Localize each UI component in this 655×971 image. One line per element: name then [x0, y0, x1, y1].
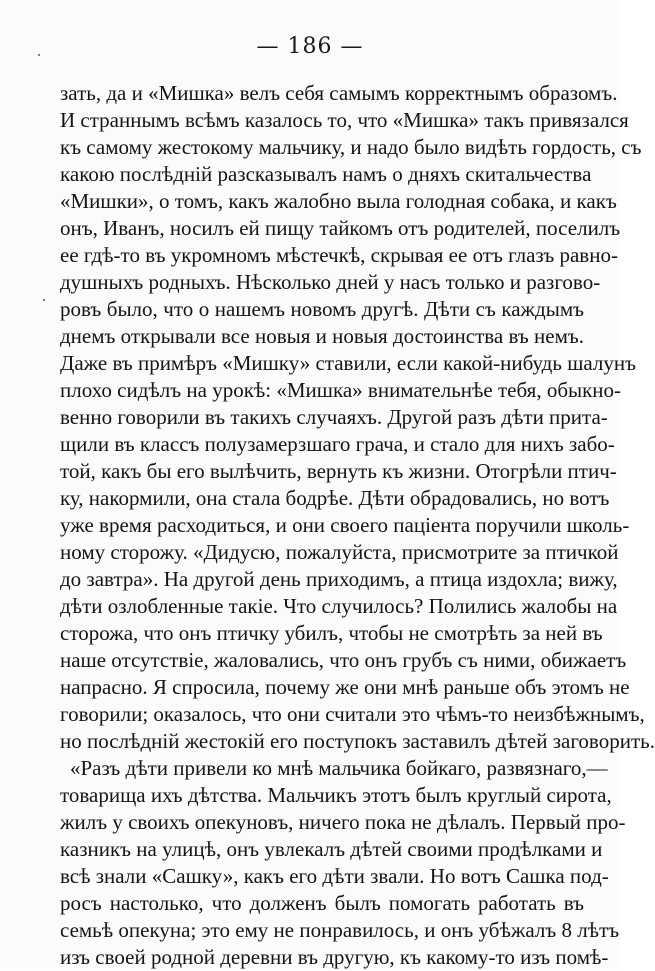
text-line: И страннымъ всѣмъ казалось то, что «Мишка» такъ привязался: [60, 108, 629, 132]
text-line: той, какъ бы его вылѣчить, вернуть къ жизни. Отогрѣли птич-: [60, 459, 617, 483]
text-line: дѣти озлобленные такіе. Что случилось? Полились жалобы на: [60, 594, 618, 618]
text-line: до завтра». На другой день приходимъ, а птица издохла; вижу,: [60, 567, 618, 591]
text-line: ку, накормили, она стала бодрѣе. Дѣти обрадовались, но вотъ: [60, 486, 610, 510]
text-line: ному сторожу. «Дидусю, пожалуйста, присмотрите за птичкой: [60, 540, 619, 564]
text-line: семьѣ опекуна; это ему не понравилось, и онъ убѣжалъ 8 лѣтъ: [60, 918, 620, 942]
text-line: говорили; оказалось, что они считали это чѣмъ-то неизбѣжнымъ,: [60, 702, 645, 726]
paper-speck: [43, 299, 45, 301]
text-line: къ самому жестокому мальчику, и надо было видѣть гордость, съ: [60, 135, 642, 159]
text-line: душныхъ родныхъ. Нѣсколько дней у насъ только и разгово-: [60, 270, 601, 294]
text-line: росъ настолько, что долженъ былъ помогать работать въ: [60, 891, 584, 915]
text-line: Даже въ примѣръ «Мишку» ставили, если какой-нибудь шалунъ: [60, 351, 636, 375]
text-line: зать, да и «Мишка» велъ себя самымъ корректнымъ образомъ.: [60, 81, 618, 105]
text-line: казникъ на улицѣ, онъ увлекалъ дѣтей своими продѣлками и: [60, 837, 603, 861]
text-line: венно говорили въ такихъ случаяхъ. Другой разъ дѣти прита-: [60, 405, 608, 429]
text-line: сторожа, что онъ птичку убилъ, чтобы не смотрѣть за ней въ: [60, 621, 603, 645]
text-line: товарища ихъ дѣтства. Мальчикъ этотъ былъ круглый сирота,: [60, 783, 612, 807]
text-line: изъ своей родной деревни въ другую, къ какому-то изъ помѣ-: [60, 945, 609, 969]
text-line: ровъ было, что о нашемъ новомъ другѣ. Дѣти съ каждымъ: [60, 297, 584, 321]
text-line: «Мишки», о томъ, какъ жалобно выла голодная собака, и какъ: [60, 189, 617, 213]
text-line: всѣ знали «Сашку», какъ его дѣти звали. Но вотъ Сашка под-: [60, 864, 609, 888]
text-line: «Разъ дѣти привели ко мнѣ мальчика бойкаго, развязнаго,—: [70, 756, 608, 780]
text-line: онъ, Иванъ, носилъ ей пищу тайкомъ отъ родителей, поселилъ: [60, 216, 621, 240]
text-line: уже время расходиться, и они своего паціента поручили школь-: [60, 513, 630, 537]
page-number: — 186 —: [256, 34, 364, 59]
paper-speck: [38, 54, 40, 56]
text-line: ее гдѣ-то въ укромномъ мѣстечкѣ, скрывая ее отъ глазъ равно-: [60, 243, 618, 267]
text-line: но послѣдній жестокій его поступокъ заставилъ дѣтей заговорить.: [60, 729, 655, 753]
text-line: днемъ открывали все новыя и новыя достоинства въ немъ.: [60, 324, 584, 348]
body-text: [60, 80, 655, 971]
text-line: жилъ у своихъ опекуновъ, ничего пока не дѣлалъ. Первый про-: [60, 810, 626, 834]
text-line: наше отсутствіе, жаловались, что онъ грубъ съ ними, обижаетъ: [60, 648, 627, 672]
text-line: напрасно. Я спросила, почему же они мнѣ раньше объ этомъ не: [60, 675, 630, 699]
text-line: плохо сидѣлъ на урокѣ: «Мишка» внимательнѣе тебя, обыкно-: [60, 378, 622, 402]
text-line: какою послѣдній разсказывалъ намъ о дняхъ скитальчества: [60, 162, 592, 186]
text-line: щили въ классъ полузамерзшаго грача, и стало для нихъ забо-: [60, 432, 615, 456]
